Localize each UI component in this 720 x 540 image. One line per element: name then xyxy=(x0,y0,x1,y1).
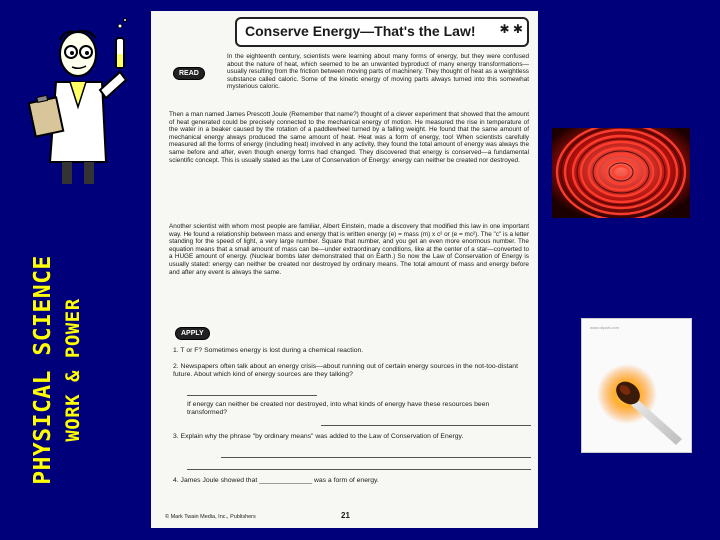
question-3: 3. Explain why the phrase "by ordinary means" was added to the Law of Conservation of Energy. xyxy=(173,433,464,440)
question-1: 1. T or F? Sometimes energy is lost during a chemical reaction. xyxy=(173,347,364,354)
side-title-work-power: WORK & POWER xyxy=(62,298,84,442)
question-2b: If energy can neither be created nor destroyed, into what kinds of energy have these resources been transformed? xyxy=(187,401,490,416)
side-title-physical-science: PHYSICAL SCIENCE xyxy=(30,255,56,485)
match-credit: www.clipart.com xyxy=(590,325,619,330)
heating-coil-photo xyxy=(552,128,690,218)
read-badge: READ xyxy=(173,67,205,80)
answer-line-2b[interactable] xyxy=(321,425,531,426)
paragraph-1-text: In the eighteenth century, scientists were learning about many forms of energy, but they were confused about the nature of heat, which seemed to be an unwanted byproduct of many energy transformations—usually resulting from the friction between moving parts of machinery. They thought of heat as a weightless substance called caloric. Some of the kinetic energy of moving parts always turned into this somewhat mysterious caloric. xyxy=(227,53,529,91)
burning-match-photo xyxy=(581,318,692,453)
apply-badge: APPLY xyxy=(175,327,210,340)
header-deco-icon: ✱ ✱ xyxy=(499,22,523,36)
publisher-footer: © Mark Twain Media, Inc., Publishers xyxy=(165,514,256,520)
paragraph-3-text: Another scientist with whom most people are familiar, Albert Einstein, made a discovery that modified this law in one important way. He found a relationship between mass and energy that is written energy (e) = mass (m) x c² or (e = mc²). The "c" is a letter standing for the speed of light, a very large number. Square that number, and you get an even more enormous number. The equation means that a small amount of mass can be—under extraordinary conditions, like at the center of a star—converted to a HUGE amount of energy. (Nuclear bombs later demonstrated that on Earth.) So now the Law of Conservation of Energy is usually stated: energy can neither be created nor destroyed by ordinary means. The total amount of mass and energy before and after any event is always the same. xyxy=(169,223,529,276)
answer-line-3b[interactable] xyxy=(187,469,531,470)
answer-line-2[interactable] xyxy=(187,395,317,396)
paragraph-caloric-intro xyxy=(227,53,529,91)
answer-line-3a[interactable] xyxy=(221,457,531,458)
page-number: 21 xyxy=(341,511,350,520)
worksheet-title: Conserve Energy—That's the Law! xyxy=(245,23,476,39)
paragraph-joule xyxy=(169,111,529,164)
paragraph-2-text: Then a man named James Prescott Joule (Remember that name?) thought of a clever experiment that showed that the amount of heat generated could be precisely connected to the mechanical energy of motion. He measured the rise in temperature of the water in a beaker caused by the rotation of a paddlewheel turned by a falling weight. He found that the same amount of mechanical energy always produced the same amount of heat. Heat was a form of energy, too! When scientists carefully measured all the forms of energy (including heat) involved in any activity, they found the total amount of energy was always the same before and after, even though energy forms had changed. They discovered that energy is conserved—a fundamental scientific concept. This is usually stated as the Law of Conservation of Energy: energy can neither be created nor destroyed. xyxy=(169,111,529,164)
side-title xyxy=(22,135,92,515)
burning-match-icon xyxy=(582,319,691,452)
question-4: 4. James Joule showed that ______________ was a form of energy. xyxy=(173,477,379,484)
paragraph-einstein xyxy=(169,223,529,276)
worksheet-header xyxy=(235,17,529,47)
worksheet-page xyxy=(151,11,538,528)
question-2: 2. Newspapers often talk about an energy crisis—about running out of certain energy sources in the not-too-distant future. About which kind of energy sources are they talking? xyxy=(173,363,518,378)
scientist-cartoon-icon xyxy=(28,12,148,192)
heating-coil-icon xyxy=(552,128,690,218)
